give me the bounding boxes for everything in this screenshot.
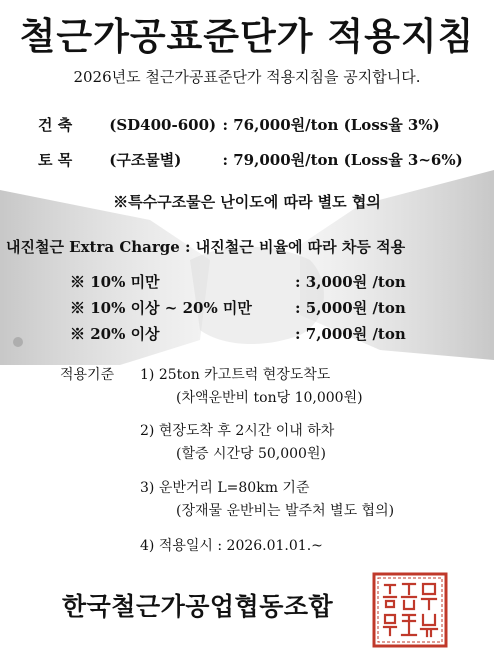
tier-amount: : 3,000원 /ton	[295, 273, 406, 291]
criterion-main: 3) 운반거리 L=80km 기준	[140, 480, 310, 496]
seismic-extra-charge-heading: 내진철근 Extra Charge : 내진철근 비율에 따라 차등 적용	[6, 238, 406, 256]
price-value: : 79,000원/ton (Loss율 3~6%)	[222, 151, 463, 169]
price-row-architecture	[38, 114, 440, 135]
criterion-main: 4) 적용일시 : 2026.01.01.~	[140, 538, 323, 554]
price-category-label: 건 축	[38, 116, 73, 134]
criterion-main: 1) 25ton 카고트럭 현장도착도	[140, 367, 331, 383]
announcement-subtitle: 2026년도 철근가공표준단가 적용지침을 공지합니다.	[73, 68, 421, 86]
criteria-label: 적용기준	[60, 367, 115, 383]
tier-range: ※ 10% 미만	[70, 273, 160, 291]
tier-range: ※ 20% 이상	[70, 325, 160, 343]
special-structure-note: ※특수구조물은 난이도에 따라 별도 협의	[113, 193, 381, 211]
price-spec: (SD400-600)	[109, 116, 217, 134]
criterion-main: 2) 현장도착 후 2시간 이내 하차	[140, 423, 335, 439]
tier-row	[70, 323, 450, 343]
tier-range: ※ 10% 이상 ~ 20% 미만	[70, 299, 252, 317]
price-value: : 76,000원/ton (Loss율 3%)	[222, 116, 440, 134]
price-row-civil	[38, 149, 463, 170]
price-category-label: 토 목	[38, 151, 73, 169]
tier-row	[70, 297, 450, 317]
official-seal-stamp	[371, 571, 449, 649]
tier-amount: : 5,000원 /ton	[295, 299, 406, 317]
criterion-sub: (할증 시간당 50,000원)	[176, 446, 326, 462]
criterion-sub: (장재물 운반비는 발주처 별도 협의)	[176, 503, 395, 519]
criterion-sub: (차액운반비 ton당 10,000원)	[176, 390, 363, 406]
tier-row	[70, 271, 450, 291]
page-title: 철근가공표준단가 적용지침	[19, 15, 475, 58]
organization-name: 한국철근가공업협동조합	[62, 592, 334, 621]
price-spec: (구조물별)	[109, 151, 182, 169]
tier-amount: : 7,000원 /ton	[295, 325, 406, 343]
handshake-background-image	[0, 150, 494, 390]
